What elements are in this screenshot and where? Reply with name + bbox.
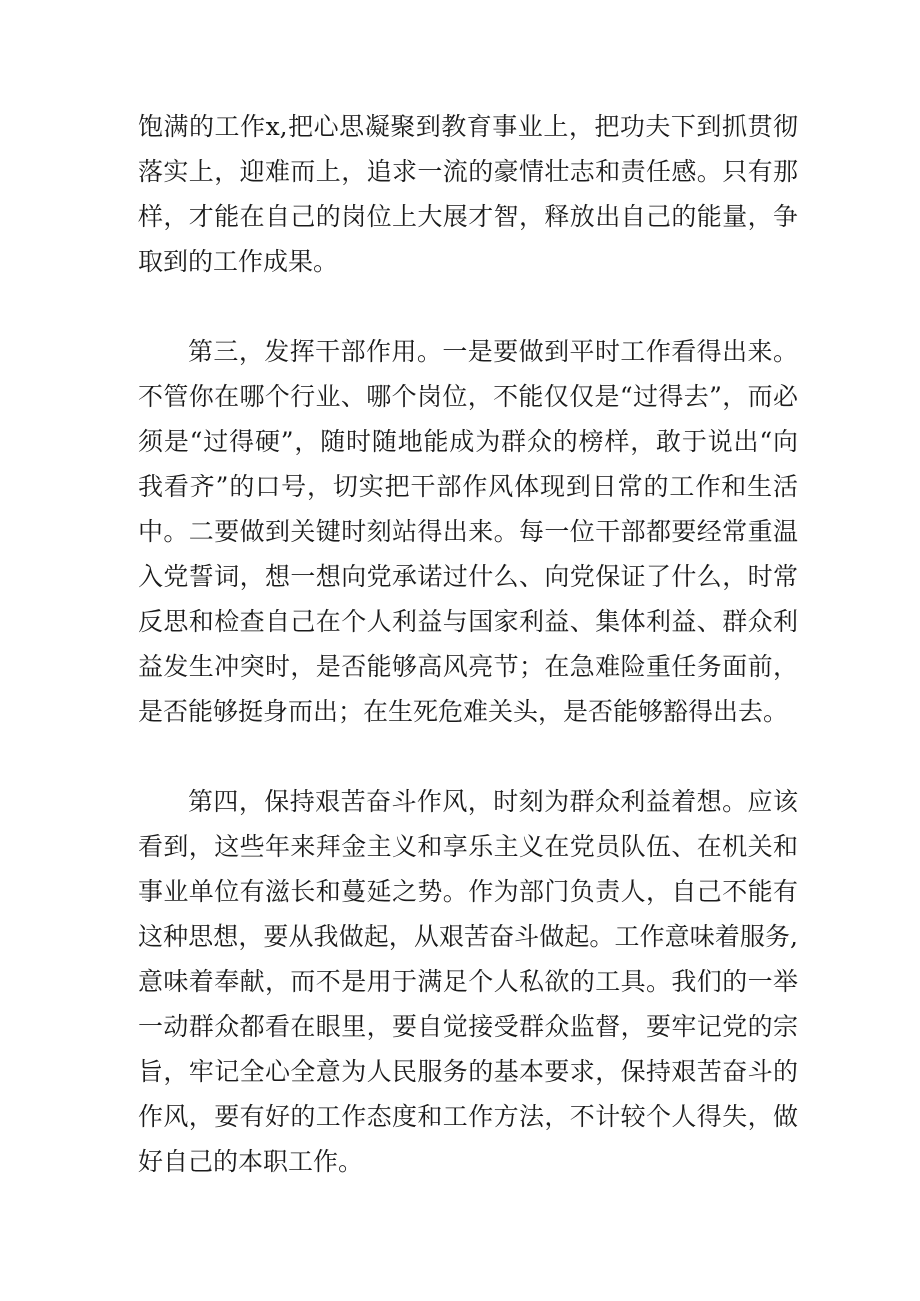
paragraph-fourth-point: 第四，保持艰苦奋斗作风，时刻为群众利益着想。应该看到，这些年来拜金主义和享乐主义在党员队伍、在机关和事业单位有滋长和蔓延之势。作为部门负责人，自己不能有这种思想，要从我做起，从艰苦奋斗做起。工作意味着服务,意味着奉献，而不是用于满足个人私欲的工具。我们的一举一动群众都看在眼里，要自觉接受群众监督，要牢记党的宗旨，牢记全心全意为人民服务的基本要求，保持艰苦奋斗的作风，要有好的工作态度和工作方法，不计较个人得失，做好自己的本职工作。 [138, 787, 798, 1176]
paragraph-continued: 饱满的工作x,把心思凝聚到教育事业上，把功夫下到抓贯彻落实上，迎难而上，追求一流的豪情壮志和责任感。只有那样，才能在自己的岗位上大展才智，释放出自己的能量，争取到的工作成果。 [138, 112, 798, 276]
paragraph-third-point: 第三，发挥干部作用。一是要做到平时工作看得出来。不管你在哪个行业、哪个岗位，不能仅仅是“过得去”，而必须是“过得硬”，随时随地能成为群众的榜样，敢于说出“向我看齐”的口号，切实把干部作风体现到日常的工作和生活中。二要做到关键时刻站得出来。每一位干部都要经常重温入党誓词，想一想向党承诺过什么、向党保证了什么，时常反思和检查自己在个人利益与国家利益、集体利益、群众利益发生冲突时，是否能够高风亮节；在急难险重任务面前，是否能够挺身而出；在生死危难关头，是否能够豁得出去。 [138, 337, 798, 726]
document-body [138, 104, 798, 1184]
